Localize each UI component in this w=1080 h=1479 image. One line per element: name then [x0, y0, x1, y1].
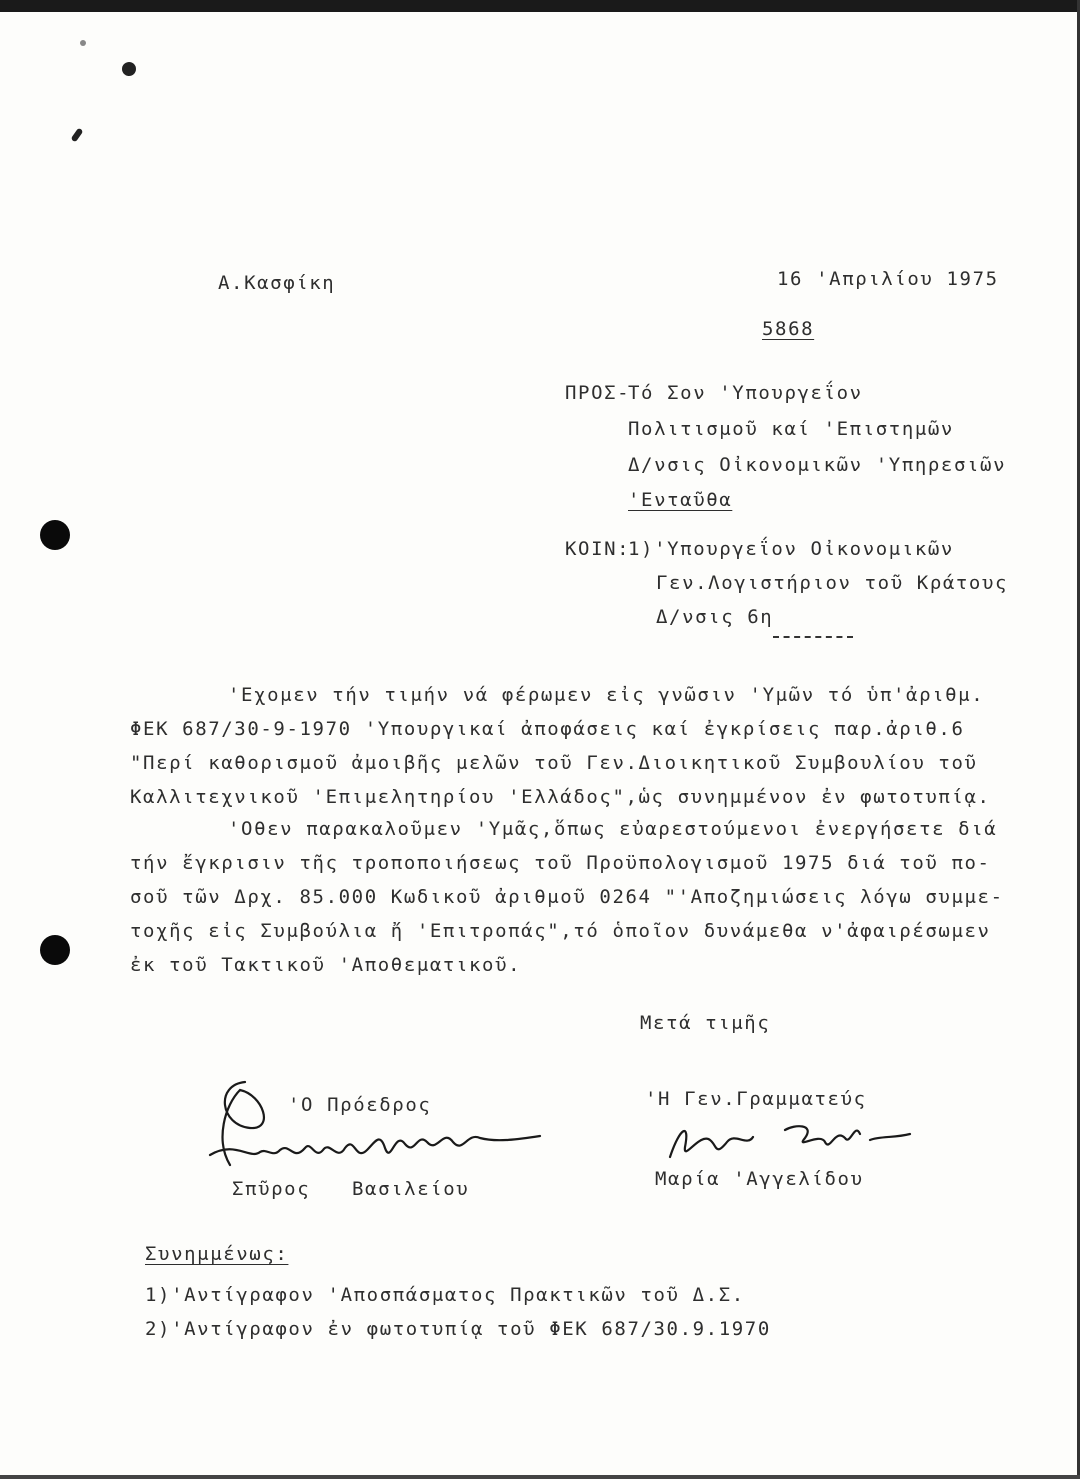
scan-border-top	[0, 0, 1080, 12]
scan-speck	[122, 62, 136, 76]
body-line: "Περί καθορισμοῦ ἀμοιβῆς μελῶν τοῦ Γεν.Διοικητικοῦ Συμβουλίου τοῦ	[130, 752, 978, 774]
recipient-line: Δ/νσις Οἰκονομικῶν 'Υπηρεσιῶν	[628, 454, 1007, 476]
scan-speck	[80, 40, 86, 46]
attachment-item: 2)'Αντίγραφον ἐν φωτοτυπίᾳ τοῦ ΦΕΚ 687/30.9.1970	[145, 1318, 771, 1340]
right-signatory-title: 'Η Γεν.Γραμματεύς	[645, 1088, 867, 1110]
attachments-heading: Συνημμένως:	[145, 1243, 289, 1265]
letter-date: 16 'Απριλίου 1975	[777, 268, 999, 290]
copies-line: 1)'Υπουργεΐον Οἰκονομικῶν	[628, 538, 954, 560]
scan-speck	[71, 128, 84, 143]
right-signatory-name: Μαρία 'Αγγελίδου	[655, 1168, 864, 1190]
president-signature	[205, 1070, 545, 1180]
attachment-item: 1)'Αντίγραφον 'Αποσπάσματος Πρακτικῶν τοῦ Δ.Σ.	[145, 1284, 745, 1306]
punch-hole	[40, 935, 70, 965]
closing: Μετά τιμῆς	[640, 1012, 771, 1034]
body-line: ἐκ τοῦ Τακτικοῦ 'Αποθεματικοῦ.	[130, 954, 522, 976]
copies-prefix: ΚΟΙΝ:	[565, 538, 631, 560]
recipient-prefix: ΠΡΟΣ-	[565, 382, 631, 404]
left-signatory-first-name: Σπῦρος	[232, 1178, 311, 1200]
body-line: 'Εχομεν τήν τιμήν νά φέρωμεν εἰς γνῶσιν 'Υμῶν τό ὑπ'ἀριθμ.	[228, 684, 985, 706]
left-signatory-last-name: Βασιλείου	[352, 1178, 470, 1200]
recipient-line: Τό Σον 'Υπουργεΐον	[628, 382, 863, 404]
scan-border-bottom	[0, 1475, 1080, 1479]
copies-line: Γεν.Λογιστήριον τοῦ Κράτους	[656, 572, 1009, 594]
sender-initials: Α.Κασφίκη	[218, 272, 336, 294]
copies-line: Δ/νσις 6η	[656, 606, 774, 628]
reference-number: 5868	[762, 318, 815, 340]
punch-hole	[40, 520, 70, 550]
body-line: ΦΕΚ 687/30-9-1970 'Υπουργικαί ἀποφάσεις καί ἐγκρίσεις παρ.ἀριθ.6	[130, 718, 965, 740]
secretary-signature	[655, 1112, 915, 1172]
left-signatory-title: 'Ο Πρόεδρος	[288, 1094, 432, 1116]
body-line: Καλλιτεχνικοῦ 'Επιμελητηρίου 'Ελλάδος",ὡς συνημμένον ἐν φωτοτυπίᾳ.	[130, 786, 991, 808]
recipient-line: 'Ενταῦθα	[628, 489, 733, 511]
body-line: 'Οθεν παρακαλοῦμεν 'Υμᾶς,ὅπως εὐαρεστούμενοι ἐνεργήσετε διά	[228, 818, 998, 840]
body-line: σοῦ τῶν Δρχ. 85.000 Κωδικοῦ ἀριθμοῦ 0264 "'Αποζημιώσεις λόγω συμμε-	[130, 886, 1004, 908]
recipient-line: Πολιτισμοῦ καί 'Επιστημῶν	[628, 418, 954, 440]
divider-dashes	[773, 636, 853, 638]
body-line: τοχῆς εἰς Συμβούλια ἤ 'Επιτροπάς",τό ὁποῖον δυνάμεθα ν'ἀφαιρέσωμεν	[130, 920, 991, 942]
body-line: τήν ἔγκρισιν τῆς τροποποιήσεως τοῦ Προϋπολογισμοῦ 1975 διά τοῦ πο-	[130, 852, 991, 874]
